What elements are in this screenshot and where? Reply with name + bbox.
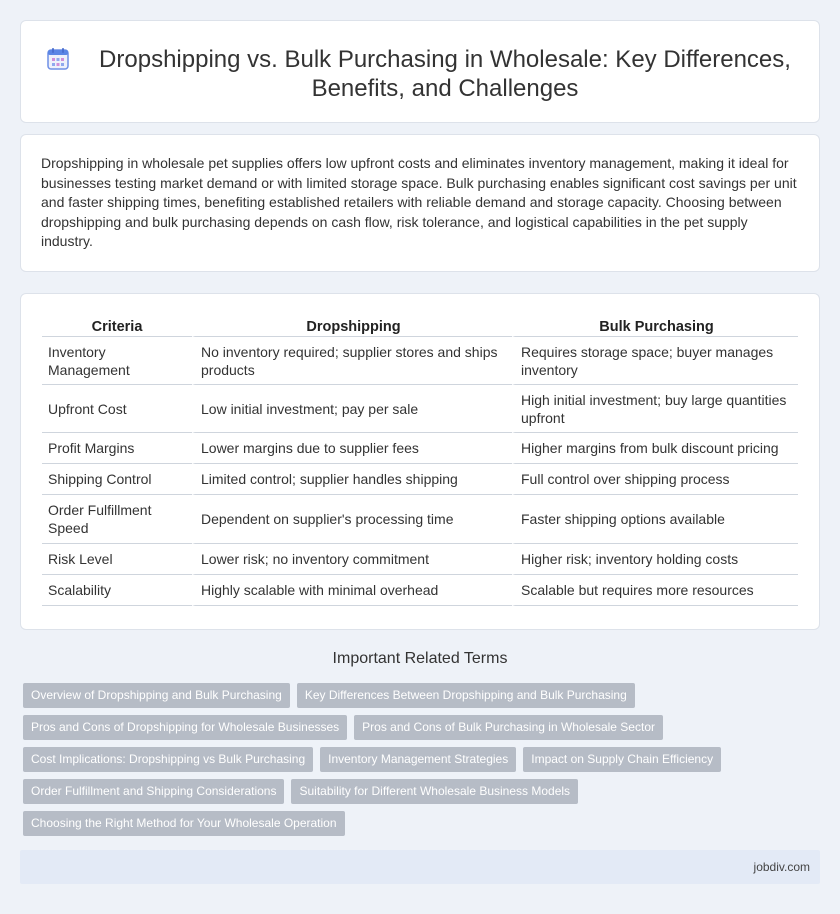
footer-site-link[interactable]: jobdiv.com xyxy=(753,860,810,874)
criteria-cell: Risk Level xyxy=(42,544,192,575)
column-header-bulk-purchasing: Bulk Purchasing xyxy=(512,315,798,337)
calendar-icon xyxy=(45,46,71,72)
related-term-tag[interactable]: Overview of Dropshipping and Bulk Purchasing xyxy=(23,683,290,708)
tag-row xyxy=(23,779,803,811)
table-row xyxy=(42,385,798,433)
dropshipping-cell: Lower margins due to supplier fees xyxy=(192,433,512,464)
dropshipping-cell: Lower risk; no inventory commitment xyxy=(192,544,512,575)
criteria-cell: Shipping Control xyxy=(42,464,192,495)
table-header-row xyxy=(42,315,798,337)
table-row xyxy=(42,544,798,575)
related-term-tag[interactable]: Pros and Cons of Bulk Purchasing in Wholesale Sector xyxy=(354,715,663,740)
dropshipping-cell: Dependent on supplier's processing time xyxy=(192,495,512,544)
bulk-cell: Requires storage space; buyer manages inventory xyxy=(512,337,798,385)
bulk-cell: Full control over shipping process xyxy=(512,464,798,495)
dropshipping-cell: Low initial investment; pay per sale xyxy=(192,385,512,433)
criteria-cell: Profit Margins xyxy=(42,433,192,464)
table-row xyxy=(42,464,798,495)
table-row xyxy=(42,575,798,606)
related-term-tag[interactable]: Choosing the Right Method for Your Wholesale Operation xyxy=(23,811,345,836)
bulk-cell: Faster shipping options available xyxy=(512,495,798,544)
summary-text: Dropshipping in wholesale pet supplies offers low upfront costs and eliminates inventory management, making it ideal for businesses testing market demand or with limited storage space. Bulk purchasing enables significant cost savings per unit and faster shipping times, benefiting established retailers with reliable demand and storage capacity. Choosing between dropshipping and bulk purchasing depends on cash flow, risk tolerance, and logistical capabilities in the pet supply industry. xyxy=(41,155,797,249)
footer xyxy=(20,850,820,884)
table-row xyxy=(42,433,798,464)
bulk-cell: Higher margins from bulk discount pricing xyxy=(512,433,798,464)
bulk-cell: Higher risk; inventory holding costs xyxy=(512,544,798,575)
related-terms-heading: Important Related Terms xyxy=(332,650,508,667)
column-header-dropshipping: Dropshipping xyxy=(192,315,512,337)
criteria-cell: Inventory Management xyxy=(42,337,192,385)
related-term-tag[interactable]: Inventory Management Strategies xyxy=(320,747,516,772)
criteria-cell: Order Fulfillment Speed xyxy=(42,495,192,544)
related-term-tag[interactable]: Suitability for Different Wholesale Business Models xyxy=(291,779,578,804)
related-term-tag[interactable]: Key Differences Between Dropshipping and Bulk Purchasing xyxy=(297,683,635,708)
comparison-card xyxy=(20,293,820,630)
related-terms-list xyxy=(23,683,803,843)
table-row xyxy=(42,495,798,544)
comparison-table xyxy=(42,315,798,606)
tag-row xyxy=(23,683,803,715)
bulk-cell: Scalable but requires more resources xyxy=(512,575,798,606)
tag-row xyxy=(23,811,803,843)
related-term-tag[interactable]: Order Fulfillment and Shipping Considerations xyxy=(23,779,284,804)
dropshipping-cell: No inventory required; supplier stores and ships products xyxy=(192,337,512,385)
tag-row xyxy=(23,715,803,747)
table-row xyxy=(42,337,798,385)
title-card xyxy=(20,20,820,123)
related-term-tag[interactable]: Cost Implications: Dropshipping vs Bulk Purchasing xyxy=(23,747,313,772)
dropshipping-cell: Highly scalable with minimal overhead xyxy=(192,575,512,606)
dropshipping-cell: Limited control; supplier handles shipping xyxy=(192,464,512,495)
summary-card xyxy=(20,134,820,272)
tag-row xyxy=(23,747,803,779)
criteria-cell: Scalability xyxy=(42,575,192,606)
criteria-cell: Upfront Cost xyxy=(42,385,192,433)
related-term-tag[interactable]: Pros and Cons of Dropshipping for Wholesale Businesses xyxy=(23,715,347,740)
related-term-tag[interactable]: Impact on Supply Chain Efficiency xyxy=(523,747,721,772)
bulk-cell: High initial investment; buy large quantities upfront xyxy=(512,385,798,433)
page-title: Dropshipping vs. Bulk Purchasing in Wholesale: Key Differences, Benefits, and Challenges xyxy=(99,46,791,102)
column-header-criteria: Criteria xyxy=(42,315,192,337)
